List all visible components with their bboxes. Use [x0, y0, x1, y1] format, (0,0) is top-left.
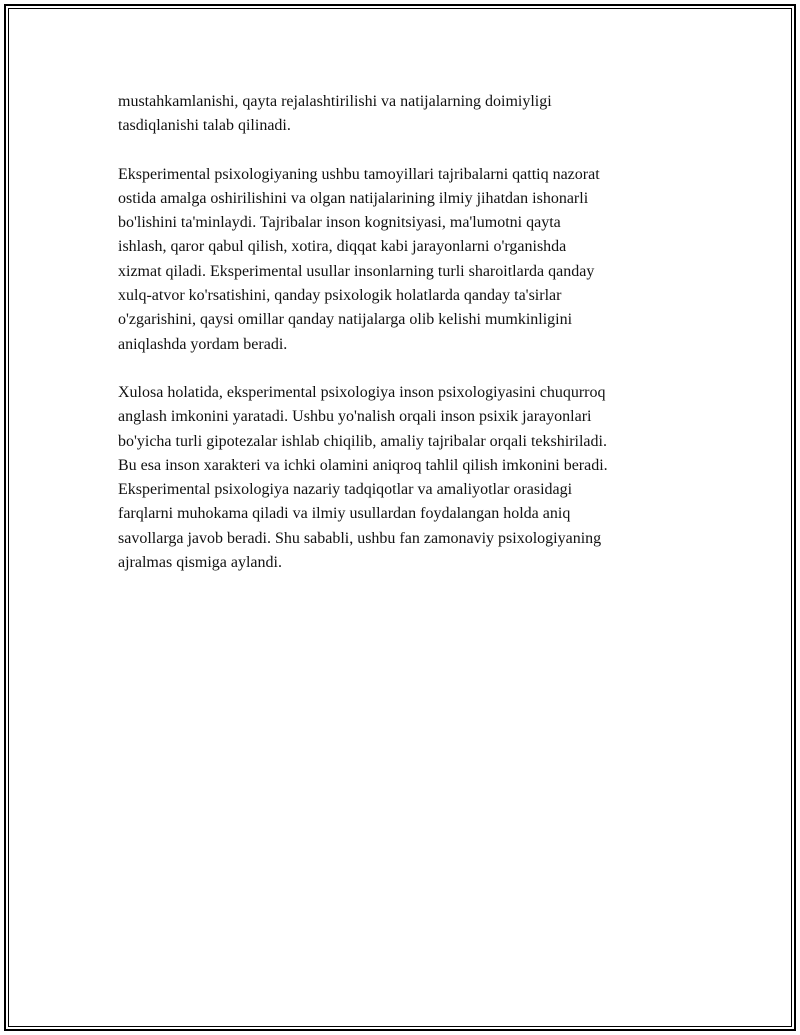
text-line: tasdiqlanishi talab qilinadi.	[118, 117, 291, 135]
text-line: aniqlashda yordam beradi.	[118, 335, 288, 353]
text-line: bo'lishini ta'minlaydi. Tajribalar inson kognitsiyasi, ma'lumotni qayta	[118, 214, 561, 232]
text-line: Eksperimental psixologiya nazariy tadqiqotlar va amaliyotlar orasidagi	[118, 481, 573, 499]
text-line: savollarga javob beradi. Shu sababli, ushbu fan zamonaviy psixologiyaning	[118, 529, 602, 547]
text-line: xulq-atvor ko'rsatishini, qanday psixologik holatlarda qanday ta'sirlar	[118, 287, 562, 305]
text-line: farqlarni muhokama qiladi va ilmiy usullardan foydalangan holda aniq	[118, 505, 571, 523]
text-line: bo'yicha turli gipotezalar ishlab chiqilib, amaliy tajribalar orqali tekshiriladi.	[118, 432, 607, 450]
text-line: ajralmas qismiga aylandi.	[118, 554, 282, 572]
text-line: ostida amalga oshirilishini va olgan natijalarining ilmiy jihatdan ishonarli	[118, 189, 589, 207]
paragraph-3	[118, 381, 688, 575]
text-line: anglash imkonini yaratadi. Ushbu yo'nalish orqali inson psixik jarayonlari	[118, 408, 592, 426]
paragraph-1	[118, 90, 688, 139]
paragraph-2	[118, 163, 688, 357]
text-line: xizmat qiladi. Eksperimental usullar insonlarning turli sharoitlarda qanday	[118, 262, 595, 280]
text-line: Xulosa holatida, eksperimental psixologiya inson psixologiyasini chuqurroq	[118, 383, 606, 401]
text-line: Eksperimental psixologiyaning ushbu tamoyillari tajribalarni qattiq nazorat	[118, 165, 600, 183]
text-line: mustahkamlanishi, qayta rejalashtirilishi va natijalarning doimiyligi	[118, 93, 552, 110]
text-line: o'zgarishini, qaysi omillar qanday natijalarga olib kelishi mumkinligini	[118, 311, 573, 329]
text-line: Bu esa inson xarakteri va ichki olamini aniqroq tahlil qilish imkonini beradi.	[118, 456, 608, 474]
text-line: ishlash, qaror qabul qilish, xotira, diqqat kabi jarayonlarni o'rganishda	[118, 238, 567, 256]
document-body	[118, 90, 688, 599]
